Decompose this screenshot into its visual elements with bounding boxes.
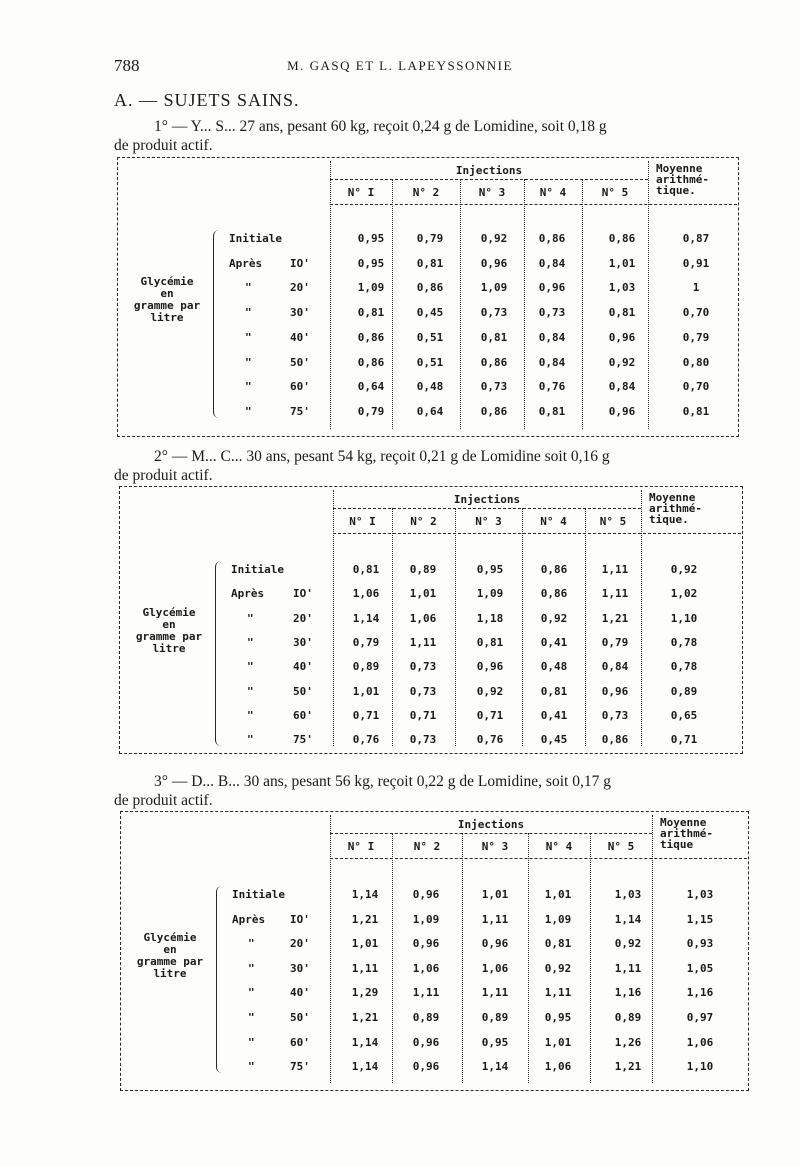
row-group-brace xyxy=(215,561,222,746)
glycemia-value: 0,96 xyxy=(538,281,566,295)
glycemia-value: 0,89 xyxy=(352,660,380,674)
row-group-label-line: Glycémie xyxy=(142,605,196,619)
glycemia-value: 1,11 xyxy=(409,635,437,649)
moyenne-header-line: arithmé- xyxy=(656,173,709,186)
glycemia-value: 1,09 xyxy=(544,912,572,926)
glycemia-value: 1,06 xyxy=(412,961,440,975)
row-label: " xyxy=(247,733,254,747)
glycemia-value: 1,11 xyxy=(351,961,379,975)
row-label: " xyxy=(245,404,252,418)
row-group-label-line: gramme par xyxy=(136,955,204,969)
row-group-label-line: litre xyxy=(152,641,186,655)
page-number: 788 xyxy=(114,56,140,75)
glycemia-value: 0,86 xyxy=(416,281,444,295)
column-divider xyxy=(528,833,529,1083)
row-time: 30' xyxy=(290,306,310,320)
glycemia-value: 1,21 xyxy=(351,1011,379,1024)
row-time: 60' xyxy=(290,380,310,394)
glycemia-value: 0,95 xyxy=(476,563,504,576)
moyenne-header xyxy=(656,163,709,196)
row-time: 60' xyxy=(293,708,313,722)
moyenne-value: 0,70 xyxy=(682,306,710,320)
glycemia-value: 1,11 xyxy=(601,587,629,601)
row-time: 75' xyxy=(290,404,310,418)
glycemia-value: 0,79 xyxy=(601,635,629,649)
glycemia-value: 0,92 xyxy=(614,937,642,951)
column-divider xyxy=(582,179,583,429)
glycemia-value: 1,14 xyxy=(352,611,380,625)
glycemia-value: 0,73 xyxy=(409,660,437,674)
glycemia-value: 1,11 xyxy=(614,961,642,975)
glycemia-value: 1,01 xyxy=(351,937,379,951)
glycemia-value: 0,95 xyxy=(357,232,385,245)
glycemia-value: 0,86 xyxy=(480,404,508,418)
glycemia-value: 1,01 xyxy=(608,256,636,270)
moyenne-header-line: Moyenne xyxy=(649,491,696,504)
glycemia-value: 1,09 xyxy=(480,281,508,295)
glycemia-value: 0,92 xyxy=(480,232,508,245)
subject-intro-line: de produit actif. xyxy=(114,137,213,154)
glycemia-value: 0,51 xyxy=(416,355,444,369)
moyenne-header-line: tique xyxy=(660,838,694,851)
moyenne-header-line: tique. xyxy=(649,513,689,526)
injection-column-header: N° 3 xyxy=(481,840,509,853)
glycemia-value: 1,06 xyxy=(409,611,437,625)
moyenne-value: 1,15 xyxy=(686,912,714,926)
injections-header: Injections xyxy=(455,164,523,177)
moyenne-value: 0,79 xyxy=(682,330,710,344)
moyenne-value: 0,78 xyxy=(670,660,698,674)
column-divider xyxy=(455,508,456,746)
glycemia-value: 0,96 xyxy=(412,1060,440,1074)
glycemia-value: 0,96 xyxy=(481,937,509,951)
glycemia-value: 0,81 xyxy=(544,937,572,951)
subject-intro xyxy=(114,772,744,810)
column-divider xyxy=(641,490,642,746)
glycemia-value: 0,86 xyxy=(480,355,508,369)
moyenne-value: 1,05 xyxy=(686,961,714,975)
row-time: IO' xyxy=(293,587,313,601)
injection-column-header: N° 5 xyxy=(607,840,635,853)
glycemia-value: 0,81 xyxy=(540,684,568,698)
glycemia-value: 0,95 xyxy=(544,1011,572,1024)
glycemia-value: 0,96 xyxy=(412,888,440,901)
header-rule xyxy=(330,833,652,834)
row-group-label-line: litre xyxy=(153,967,187,981)
glycemia-value: 1,16 xyxy=(614,986,642,1000)
row-time: IO' xyxy=(290,912,310,926)
moyenne-value: 0,92 xyxy=(670,563,698,576)
glycemia-value: 1,09 xyxy=(476,587,504,601)
glycemia-value: 1,29 xyxy=(351,986,379,1000)
row-group-label xyxy=(125,276,209,324)
row-time: 20' xyxy=(293,611,313,625)
glycemia-value: 0,73 xyxy=(409,733,437,747)
glycemia-value: 0,73 xyxy=(538,306,566,320)
row-group-label-line: en xyxy=(162,617,176,631)
glycemia-value: 0,96 xyxy=(480,256,508,270)
glycemia-value: 0,71 xyxy=(352,708,380,722)
glycemia-value: 0,81 xyxy=(538,404,566,418)
row-time: 75' xyxy=(293,733,313,747)
glycemia-value: 0,48 xyxy=(540,660,568,674)
glycemia-value: 1,01 xyxy=(481,888,509,901)
glycemia-value: 1,03 xyxy=(608,281,636,295)
glycemia-value: 0,73 xyxy=(480,306,508,320)
glycemia-value: 1,21 xyxy=(601,611,629,625)
glycemia-value: 0,86 xyxy=(601,733,629,747)
column-divider xyxy=(585,508,586,746)
row-group-label-line: gramme par xyxy=(135,629,203,643)
glycemia-value: 0,89 xyxy=(481,1011,509,1024)
glycemia-value: 1,26 xyxy=(614,1035,642,1049)
row-time: 30' xyxy=(293,635,313,649)
row-group-label-line: Glycémie xyxy=(140,275,194,289)
row-time: 50' xyxy=(290,1011,310,1024)
glycemia-value: 0,92 xyxy=(608,355,636,369)
glycemia-value: 0,64 xyxy=(357,380,385,394)
moyenne-value: 0,78 xyxy=(670,635,698,649)
injections-header: Injections xyxy=(457,818,525,831)
glycemia-value: 1,18 xyxy=(476,611,504,625)
row-label: " xyxy=(245,355,252,369)
glycemia-value: 1,11 xyxy=(601,563,629,576)
glycemia-value: 0,41 xyxy=(540,635,568,649)
injection-column-header: N° 3 xyxy=(475,515,502,528)
moyenne-value: 0,70 xyxy=(682,380,710,394)
column-divider xyxy=(392,508,393,746)
row-label: " xyxy=(248,1035,255,1049)
injection-column-header: N° 3 xyxy=(478,186,506,199)
glycemia-value: 1,06 xyxy=(481,961,509,975)
row-label: Après xyxy=(232,912,266,926)
row-label: " xyxy=(247,708,254,722)
section-title: A. — SUJETS SAINS. xyxy=(114,90,300,110)
injection-column-header: N° 5 xyxy=(599,515,627,528)
subject-intro-line: 3° — D... B... 30 ans, pesant 56 kg, reçoit 0,22 g de Lomidine, soit 0,17 g xyxy=(154,773,611,790)
glycemia-value: 0,96 xyxy=(412,937,440,951)
glycemia-value: 1,01 xyxy=(544,1035,572,1049)
row-label: " xyxy=(248,961,255,975)
row-label: Initiale xyxy=(232,888,285,901)
glycemia-value: 1,11 xyxy=(481,912,509,926)
glycemia-value: 0,89 xyxy=(409,563,437,576)
header-rule xyxy=(333,533,741,534)
glycemia-value: 0,79 xyxy=(352,635,380,649)
row-label: " xyxy=(248,1060,255,1074)
glycemia-value: 0,84 xyxy=(538,256,566,270)
row-label: " xyxy=(247,611,254,625)
moyenne-value: 1,16 xyxy=(686,986,714,1000)
row-group-label-line: gramme par xyxy=(133,299,201,313)
running-title: M. GASQ ET L. LAPEYSSONNIE xyxy=(287,58,513,73)
glycemia-value: 0,92 xyxy=(544,961,572,975)
header-rule xyxy=(330,179,648,180)
row-time: 30' xyxy=(290,961,310,975)
row-time: 20' xyxy=(290,937,310,951)
moyenne-header-line: arithmé- xyxy=(649,502,702,515)
row-label: " xyxy=(247,635,254,649)
subject-intro-line: 1° — Y... S... 27 ans, pesant 60 kg, reçoit 0,24 g de Lomidine, soit 0,18 g xyxy=(154,118,607,135)
row-label: Après xyxy=(231,587,265,601)
row-time: 40' xyxy=(290,986,310,1000)
glycemia-value: 1,14 xyxy=(481,1060,509,1074)
column-divider xyxy=(524,179,525,429)
injection-column-header: N° 2 xyxy=(412,186,440,199)
table-border xyxy=(120,811,749,1091)
column-divider xyxy=(392,179,393,429)
glycemia-value: 0,81 xyxy=(357,306,385,320)
moyenne-value: 0,87 xyxy=(682,232,710,245)
header-rule xyxy=(333,508,641,509)
injection-column-header: N° 2 xyxy=(410,515,437,528)
column-divider xyxy=(522,508,523,746)
moyenne-value: 0,97 xyxy=(686,1011,714,1024)
table-border xyxy=(117,157,739,437)
row-time: 75' xyxy=(290,1060,310,1074)
glycemia-value: 0,81 xyxy=(416,256,444,270)
row-time: 40' xyxy=(290,330,310,344)
glycemia-value: 0,84 xyxy=(608,380,636,394)
glycemia-value: 1,06 xyxy=(352,587,380,601)
column-divider xyxy=(590,833,591,1083)
row-group-label-line: Glycémie xyxy=(143,931,197,945)
glycemia-value: 0,86 xyxy=(357,355,385,369)
row-label: " xyxy=(245,306,252,320)
column-divider xyxy=(460,179,461,429)
glycemia-value: 0,79 xyxy=(416,232,444,245)
moyenne-header xyxy=(649,492,702,525)
glycemia-value: 1,06 xyxy=(544,1060,572,1074)
injections-header: Injections xyxy=(453,493,521,506)
column-divider xyxy=(330,161,331,429)
injection-column-header: N° 4 xyxy=(545,840,573,853)
glycemia-value: 1,14 xyxy=(351,1060,379,1074)
row-group-brace xyxy=(213,230,220,418)
glycemia-value: 1,01 xyxy=(544,888,572,901)
row-time: 50' xyxy=(293,684,313,698)
glycemia-value: 0,48 xyxy=(416,380,444,394)
glycemia-value: 0,71 xyxy=(409,708,437,722)
moyenne-header-line: Moyenne xyxy=(660,816,707,829)
row-label: Après xyxy=(229,256,263,270)
glycemia-value: 1,21 xyxy=(351,912,379,926)
row-label: " xyxy=(247,660,254,674)
row-label: " xyxy=(245,330,252,344)
moyenne-value: 0,80 xyxy=(682,355,710,369)
glycemia-value: 0,79 xyxy=(357,404,385,418)
moyenne-value: 1,06 xyxy=(686,1035,714,1049)
row-label: Initiale xyxy=(231,563,284,576)
injection-column-header: N° I xyxy=(347,840,375,853)
column-divider xyxy=(652,815,653,1083)
glycemia-value: 0,92 xyxy=(540,611,568,625)
injection-column-header: N° 2 xyxy=(413,840,441,853)
glycemia-value: 0,96 xyxy=(601,684,629,698)
glycemia-value: 0,89 xyxy=(412,1011,440,1024)
glycemia-value: 0,45 xyxy=(416,306,444,320)
glycemia-value: 0,71 xyxy=(476,708,504,722)
glycemia-value: 0,86 xyxy=(357,330,385,344)
glycemia-value: 0,76 xyxy=(352,733,380,747)
row-group-brace xyxy=(216,886,223,1073)
moyenne-value: 0,93 xyxy=(686,937,714,951)
glycemia-value: 0,95 xyxy=(481,1035,509,1049)
glycemia-value: 1,14 xyxy=(351,888,379,901)
row-time: 60' xyxy=(290,1035,310,1049)
moyenne-header-line: arithmé- xyxy=(660,827,713,840)
injection-column-header: N° I xyxy=(347,186,375,199)
moyenne-value: 0,71 xyxy=(670,733,698,747)
subject-intro xyxy=(114,447,744,485)
moyenne-header-line: Moyenne xyxy=(656,162,703,175)
row-time: IO' xyxy=(290,256,310,270)
glycemia-value: 0,51 xyxy=(416,330,444,344)
column-divider xyxy=(462,833,463,1083)
glycemia-value: 1,09 xyxy=(357,281,385,295)
moyenne-value: 1,10 xyxy=(670,611,698,625)
subject-intro-line: de produit actif. xyxy=(114,467,213,484)
glycemia-value: 1,03 xyxy=(614,888,642,901)
glycemia-value: 0,95 xyxy=(357,256,385,270)
glycemia-value: 0,84 xyxy=(601,660,629,674)
glycemia-value: 1,14 xyxy=(614,912,642,926)
row-label: " xyxy=(248,986,255,1000)
glycemia-value: 0,76 xyxy=(538,380,566,394)
moyenne-value: 1 xyxy=(692,281,700,295)
glycemia-value: 0,81 xyxy=(352,563,380,576)
row-label: " xyxy=(245,380,252,394)
glycemia-value: 0,86 xyxy=(540,563,568,576)
glycemia-value: 0,92 xyxy=(476,684,504,698)
glycemia-value: 0,64 xyxy=(416,404,444,418)
moyenne-header-line: tique. xyxy=(656,184,696,197)
glycemia-value: 0,96 xyxy=(608,330,636,344)
moyenne-value: 0,65 xyxy=(670,708,698,722)
glycemia-value: 0,81 xyxy=(608,306,636,320)
row-label: " xyxy=(245,281,252,295)
glycemia-value: 0,81 xyxy=(476,635,504,649)
injection-column-header: N° 4 xyxy=(539,186,567,199)
glycemia-value: 1,21 xyxy=(614,1060,642,1074)
glycemia-value: 0,73 xyxy=(480,380,508,394)
column-divider xyxy=(392,833,393,1083)
row-label: " xyxy=(248,937,255,951)
moyenne-value: 1,10 xyxy=(686,1060,714,1074)
moyenne-value: 0,81 xyxy=(682,404,710,418)
glycemia-value: 1,11 xyxy=(412,986,440,1000)
glycemia-value: 1,14 xyxy=(351,1035,379,1049)
column-divider xyxy=(333,490,334,746)
row-group-label xyxy=(127,607,211,655)
column-divider xyxy=(330,815,331,1083)
row-label: " xyxy=(247,684,254,698)
glycemia-value: 0,76 xyxy=(476,733,504,747)
glycemia-value: 0,96 xyxy=(608,404,636,418)
column-divider xyxy=(648,161,649,429)
subject-intro xyxy=(114,117,744,155)
glycemia-value: 0,45 xyxy=(540,733,568,747)
moyenne-value: 1,02 xyxy=(670,587,698,601)
moyenne-header xyxy=(660,817,713,850)
row-group-label-line: en xyxy=(163,943,177,957)
row-group-label xyxy=(128,932,212,980)
injection-column-header: N° 4 xyxy=(540,515,567,528)
glycemia-value: 0,73 xyxy=(601,708,629,722)
subject-intro-line: 2° — M... C... 30 ans, pesant 54 kg, reçoit 0,21 g de Lomidine soit 0,16 g xyxy=(154,448,610,465)
row-group-label-line: en xyxy=(160,287,174,301)
glycemia-value: 0,96 xyxy=(412,1035,440,1049)
row-group-label-line: litre xyxy=(150,311,184,325)
moyenne-value: 0,91 xyxy=(682,256,710,270)
row-label: " xyxy=(248,1011,255,1024)
moyenne-value: 1,03 xyxy=(686,888,714,901)
glycemia-value: 1,11 xyxy=(544,986,572,1000)
glycemia-value: 0,96 xyxy=(476,660,504,674)
glycemia-value: 0,89 xyxy=(614,1011,642,1024)
glycemia-value: 0,84 xyxy=(538,330,566,344)
glycemia-value: 0,86 xyxy=(608,232,636,245)
glycemia-value: 0,73 xyxy=(409,684,437,698)
glycemia-value: 1,01 xyxy=(409,587,437,601)
moyenne-value: 0,89 xyxy=(670,684,698,698)
glycemia-value: 0,41 xyxy=(540,708,568,722)
row-time: 40' xyxy=(293,660,313,674)
injection-column-header: N° 5 xyxy=(601,186,629,199)
glycemia-value: 0,86 xyxy=(538,232,566,245)
glycemia-value: 1,01 xyxy=(352,684,380,698)
row-time: 20' xyxy=(290,281,310,295)
row-label: Initiale xyxy=(229,232,282,245)
row-time: 50' xyxy=(290,355,310,369)
injection-column-header: N° I xyxy=(349,515,376,528)
glycemia-value: 1,09 xyxy=(412,912,440,926)
glycemia-value: 1,11 xyxy=(481,986,509,1000)
glycemia-value: 0,84 xyxy=(538,355,566,369)
subject-intro-line: de produit actif. xyxy=(114,792,213,809)
glycemia-value: 0,81 xyxy=(480,330,508,344)
glycemia-value: 0,86 xyxy=(540,587,568,601)
